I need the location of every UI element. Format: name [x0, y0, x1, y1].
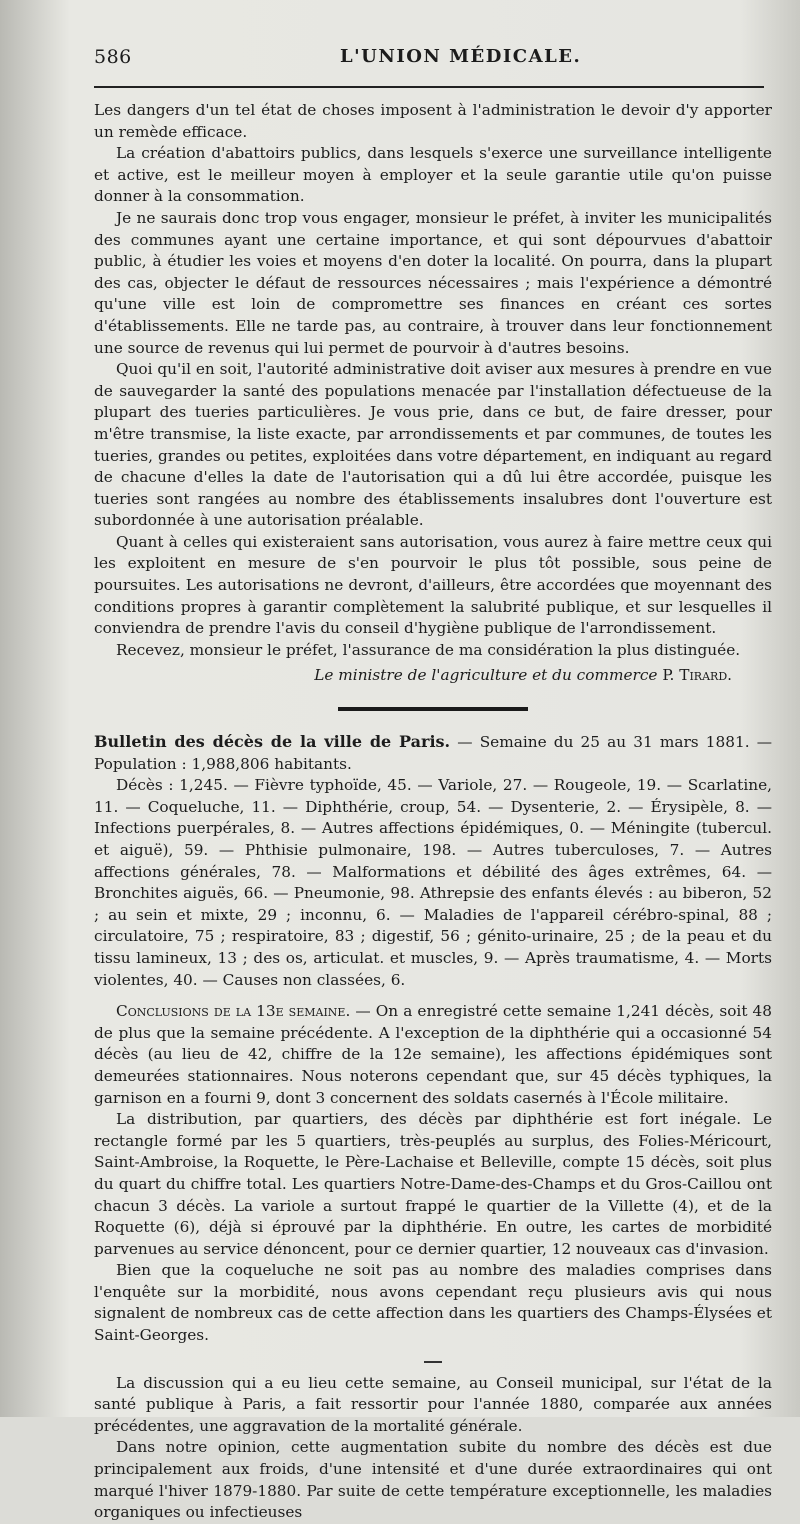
- signature: [94, 665, 732, 687]
- discussion-paragraph: La discussion qui a eu lieu cette semaine, au Conseil municipal, sur l'état de la santé publique à Paris, a fait ressortir pour l'année 1880, comparée aux années précédentes, une aggravation de la mortalité générale.: [94, 1373, 772, 1435]
- coqueluche-paragraph: Bien que la coqueluche ne soit pas au nombre des maladies comprises dans l'enquête sur la morbidité, nous avons cependant reçu plusieurs avis qui nous signalent de nombreux cas de cette affection dans les quartiers des Champs-Élysées et Saint-Georges.: [94, 1261, 772, 1345]
- letter-paragraph: La création d'abattoirs publics, dans lesquels s'exerce une surveillance intelligente et active, est le meilleur moyen à employer et la seule garantie utile qu'on puisse donner à la consommation.: [94, 144, 772, 206]
- page-header: [94, 46, 772, 76]
- short-divider: [424, 1361, 442, 1363]
- bulletin-title: Bulletin des décès de la ville de Paris.: [94, 732, 451, 752]
- spacer: [94, 991, 772, 1001]
- discussion-paragraph: Dans notre opinion, cette augmentation subite du nombre des décès est due principalement aux froids, d'une intensité et d'une durée extraordinaires qui ont marqué l'hiver 1879-1880. Par suite de cette température exceptionnelle, les maladies organiques ou infectieuses: [94, 1438, 772, 1522]
- letter-paragraph: Recevez, monsieur le préfet, l'assurance de ma considération la plus distinguée.: [116, 640, 741, 659]
- header-rule: [94, 86, 764, 88]
- bulletin-heading: [94, 731, 772, 775]
- conclusions-heading: Conclusions de la 13e semaine.: [116, 1002, 351, 1021]
- signature-name: P. Tirard.: [662, 666, 732, 685]
- deaths-paragraph: Décès : 1,245. — Fièvre typhoïde, 45. — Variole, 27. — Rougeole, 19. — Scarlatine, 11. — Coqueluche, 11. — Diphthérie, croup, 54. — Dysenterie, 2. — Érysipèle, 8. — Infections puerpérales, 8. — Autres affections épidémiques, 0. — Méningite (tubercul. et aiguë), 59. — Phthisie pulmonaire, 198. — Autres tuberculoses, 7. — Autres affections générales, 78. — Malformations et débilité des âges extrêmes, 64. — Bronchites aiguës, 66. — Pneumonie, 98. Athrepsie des enfants élevés : au biberon, 52 ; au sein et mixte, 29 ; inconnu, 6. — Maladies de l'appareil cérébro-spinal, 88 ; circulatoire, 75 ; respiratoire, 83 ; digestif, 56 ; génito-urinaire, 25 ; de la peau et du tissu lamineux, 13 ; des os, articulat. et muscles, 9. — Après traumatisme, 4. — Morts violentes, 40. — Causes non classées, 6.: [94, 776, 772, 989]
- conclusions-paragraph: [94, 1001, 772, 1109]
- letter-paragraph: Je ne saurais donc trop vous engager, monsieur le préfet, à inviter les municipalités des communes ayant une certaine importance, et qui sont dépourvues d'abattoir public, à étudier les voies et moyens d'en doter la localité. On pourra, dans la plupart des cas, objecter le défaut de ressources nécessaires ; mais l'expérience a démontré qu'une ville est loin de compromettre ses finances en créant ces sortes d'établissements. Elle ne tarde pas, au contraire, à trouver dans leur fonctionnement une source de revenus qui lui permet de pourvoir à d'autres besoins.: [94, 208, 772, 357]
- letter-paragraph: Les dangers d'un tel état de choses imposent à l'administration le devoir d'y apporter un remède efficace.: [94, 101, 772, 141]
- letter-paragraph: Quoi qu'il en soit, l'autorité administrative doit aviser aux mesures à prendre en vue de sauvegarder la santé des populations menacée par l'installation défectueuse de la plupart des tueries particulières. Je vous prie, dans ce but, de faire dresser, pour m'être transmise, la liste exacte, par arrondissements et par communes, de toutes les tueries, grandes ou petites, exploitées dans votre département, en indiquant au regard de chacune d'elles la date de l'autorisation qui a dû lui être accordée, puisque les tueries sont rangées au nombre des établissements insalubres dont l'ouverture est subordonnée à une autorisation préalable.: [94, 360, 772, 530]
- running-title: L'UNION MÉDICALE.: [340, 46, 582, 67]
- page-number: 586: [94, 46, 132, 68]
- section-divider: [338, 707, 528, 711]
- letter-paragraph: Quant à celles qui existeraient sans autorisation, vous aurez à faire mettre ceux qui les exploitent en mesure de s'en pourvoir le plus tôt possible, sous peine de poursuites. Les autorisations ne devront, d'ailleurs, être accordées que moyennant des conditions propres à garantir complètement la salubrité publique, et sur lesquelles il conviendra de prendre l'avis du conseil d'hygiène publique de l'arrondissement.: [94, 532, 772, 638]
- bulletin-subtitle: — Semaine du 25 au 31 mars 1881. — Population : 1,988,806 habitants.: [94, 733, 773, 773]
- signature-title: Le ministre de l'agriculture et du commerce: [314, 666, 658, 685]
- conclusions-text: — On a enregistré cette semaine 1,241 décès, soit 48 de plus que la semaine précédente. A l'exception de la diphthérie qui a occasionné 54 décès (au lieu de 42, chiffre de la 12e semaine), les affections épidémiques sont demeurées stationnaires. Nous noterons cependant que, sur 45 décès typhiques, la garnison en a fourni 9, dont 3 concernent des soldats casernés à l'École militaire.: [94, 1002, 773, 1107]
- distribution-paragraph: La distribution, par quartiers, des décès par diphthérie est fort inégale. Le rectangle formé par les 5 quartiers, très-peuplés au surplus, des Folies-Méricourt, Saint-Ambroise, la Roquette, le Père-Lachaise et Belleville, compte 15 décès, soit plus du quart du chiffre total. Les quartiers Notre-Dame-des-Champs et du Gros-Caillou ont chacun 3 décès. La variole a surtout frappé le quartier de la Villette (4), et de la Roquette (6), déjà si éprouvé par la diphthérie. En outre, les cartes de morbidité parvenues au service dénoncent, pour ce dernier quartier, 12 nouveaux cas d'invasion.: [94, 1110, 772, 1258]
